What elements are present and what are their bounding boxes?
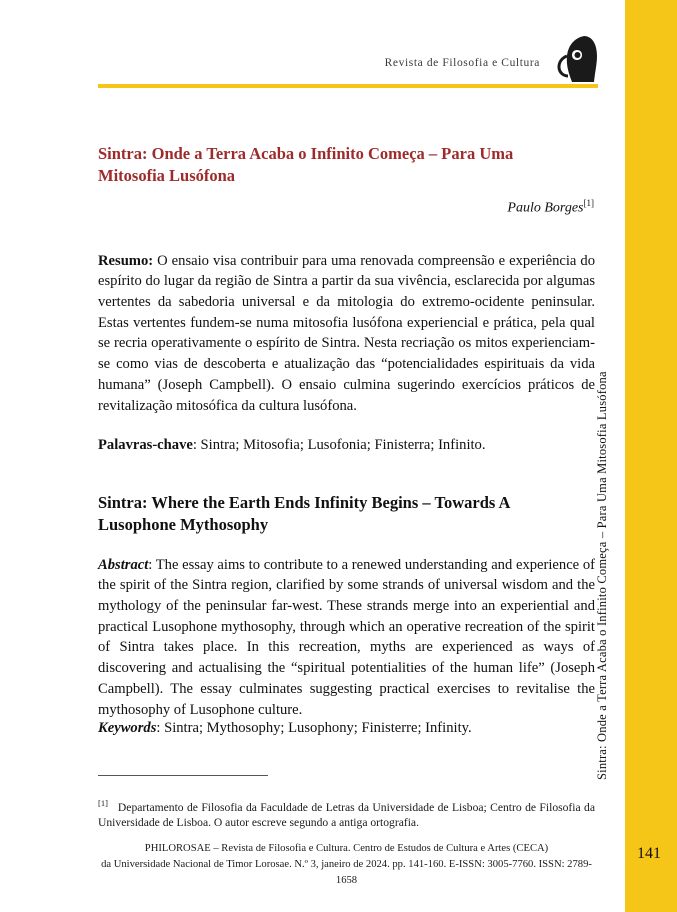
author-byline [98,198,594,217]
footnote [98,798,595,831]
abstract-en-label: Abstract [98,556,149,573]
page-content [98,0,598,912]
abstract-pt [98,251,595,417]
abstract-en-text: : The essay aims to contribute to a renewed understanding and experience of the spirit of the Sintra region, clarified by some strands of universal wisdom and the mythology of the peninsular far-west. These strands merge into an experiential and practical Lusophone mythosophy, through which an operative recreation of the spirit of Sintra takes place. In this recreation, myths are experienced as ways of discovering and actualising the “spiritual potentialities of the human life” (Joseph Campbell). The essay culminates suggesting practical exercises to revitalise the mythosophy of Lusophone culture. [98,556,595,718]
keywords-en [98,718,595,739]
author-name: Paulo Borges [507,200,584,216]
profile-head-icon [554,34,602,86]
article-title-en: Sintra: Where the Earth Ends Infinity Begins – Towards A Lusophone Mythosophy [98,492,510,534]
author-note-marker: [1] [583,198,594,208]
abstract-en [98,555,595,721]
colophon [98,841,595,889]
colophon-line-1: PHILOROSAE – Revista de Filosofia e Cultura. Centro de Estudos de Cultura e Artes (CECA) [144,843,549,854]
keywords-en-label: Keywords [98,719,157,736]
running-head: Revista de Filosofia e Cultura [384,57,540,69]
colophon-line-2: da Universidade Nacional de Timor Lorosae. N.º 3, janeiro de 2024. pp. 141-160. E-ISSN: 3005-7760. ISSN: 2789-1658 [101,858,592,886]
keywords-pt [98,435,595,456]
abstract-pt-label: Resumo: [98,252,154,269]
footnote-separator [98,775,268,776]
sidebar-vertical-title-text: Sintra: Onde a Terra Acaba o Infinito Começa – Para Uma Mitosofia Lusófona [595,371,609,780]
page-number: 141 [637,845,661,862]
keywords-en-text: : Sintra; Mythosophy; Lusophony; Finisterre; Infinity. [156,719,472,736]
sidebar-accent-strip [625,0,677,912]
keywords-pt-text: : Sintra; Mitosofia; Lusofonia; Finisterra; Infinito. [192,436,486,453]
header-rule [98,84,598,88]
abstract-pt-text: O ensaio visa contribuir para uma renovada compreensão e experiência do espírito do lugar da região de Sintra a partir da sua vivência, esclarecida por algumas vertentes da sabedoria universal e da mitologia do extremo-ocidente peninsular. Estas vertentes fundem-se numa mitosofia lusófona experiencial e prática, pela qual se recria operativamente o espírito de Sintra. Nesta recriação os mitos experienciam-se como vias de descoberta e atualização das “potencialidades espirituais da vida humana” (Joseph Campbell). O ensaio culmina sugerindo exercícios práticos de revitalização mitosófica da cultura lusófona. [98,252,595,414]
article-title-pt: Sintra: Onde a Terra Acaba o Infinito Começa – Para Uma Mitosofia Lusófona [98,144,514,186]
footnote-marker: [1] [98,797,108,808]
footnote-text: Departamento de Filosofia da Faculdade de Letras da Universidade de Lisboa; Centro de Filosofia da Universidade de Lisboa. O autor escreve segundo a antiga ortografia. [98,800,595,830]
keywords-pt-label: Palavras-chave [98,436,193,453]
